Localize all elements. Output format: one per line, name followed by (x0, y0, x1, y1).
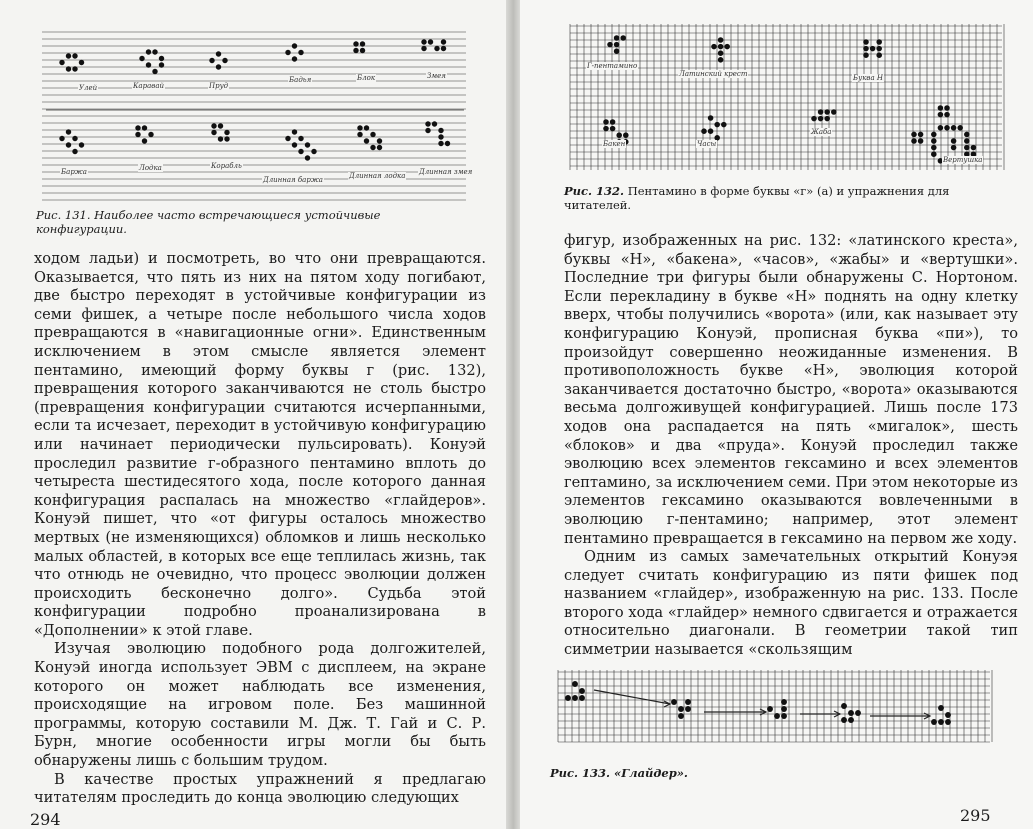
fig132-shape-6-cell (944, 105, 950, 111)
label-ulei: Улей (79, 84, 98, 92)
fig131-shape-10-cell (377, 138, 382, 143)
fig131-shape-8-cell (224, 130, 229, 135)
figure-133 (554, 668, 994, 744)
fig131-shape-2-cell (216, 51, 221, 56)
fig132-shape-1-cell (718, 50, 724, 56)
glider-step-0-cell (579, 695, 585, 701)
right-paragraph-1: фигур, изображенных на рис. 132: «латинского креста», буквы «Н», «бакена», «часов», «жабы» и «вертушки». Последние три фигуры были обнаружены С. Нортоном. Если перекладину в букве «Н» поднять на одну клетку вверх, чтобы получились «ворота» (или, как называет эту конфигурацию Конуэй, прописная буква «пи»), то произойдут совершенно неожиданные изменения. В противоположность букве «Н», эволюция которой заканчивается достаточно быстро, «ворота» оказываются весьма долгоживущей конфигурацией. Лишь после 173 ходов она распадается на пять «мигалок», шесть «блоков» и два «пруда». Конуэй проследил также эволюцию всех элементов гексамино и всех элементов гептамино, за исключением семи. При этом некоторые из элементов гексамино оказываются вовлеченными в эволюцию г-пентамино; например, этот элемент пентамино превращается в гексамино на первом же ходу. (564, 232, 1018, 547)
label-blok: Блок (357, 74, 375, 82)
fig132-shape-4-cell (708, 128, 714, 134)
figure-132-graphic (566, 22, 1006, 172)
fig131-shape-10-cell (357, 125, 362, 130)
fig132-shape-4-cell (708, 115, 714, 121)
fig131-shape-8-cell (211, 123, 216, 128)
fig131-shape-5-cell (434, 46, 439, 51)
figure-132-caption-label: Рис. 132. (564, 184, 625, 198)
fig131-shape-0-cell (66, 53, 71, 58)
fig131-shape-10-cell (377, 145, 382, 150)
fig132-shape-0-cell (620, 35, 626, 41)
glider-step-0-cell (565, 695, 571, 701)
fig131-shape-2-cell (216, 64, 221, 69)
label-zhaba: Жаба (811, 128, 832, 136)
fig132-shape-0-cell (607, 42, 613, 48)
label-lodka: Лодка (139, 164, 162, 172)
label-dlinnaya-zmeya: Длинная змея (419, 168, 473, 176)
glider-step-1-cell (671, 699, 677, 705)
fig132-shape-0-cell (614, 42, 620, 48)
fig132-shape-6-cell (918, 132, 924, 138)
glider-step-3-cell (841, 717, 847, 723)
fig131-shape-7-cell (135, 125, 140, 130)
glider-step-4-cell (931, 719, 937, 725)
fig132-shape-6-cell (911, 132, 917, 138)
fig132-shape-1-cell (711, 44, 717, 50)
fig131-shape-0-cell (66, 66, 71, 71)
figure-132-caption (564, 184, 1016, 212)
glider-arrow (594, 690, 670, 704)
fig132-shape-1-cell (724, 44, 730, 50)
fig131-shape-8-cell (218, 123, 223, 128)
fig131-shape-5-cell (441, 39, 446, 44)
fig131-shape-8-cell (218, 136, 223, 141)
fig132-shape-5-cell (824, 109, 830, 115)
label-latinskii-krest: Латинский крест (679, 70, 748, 78)
fig132-shape-2-cell (876, 39, 882, 45)
fig131-shape-10-cell (357, 132, 362, 137)
label-barzha: Баржа (61, 168, 87, 176)
fig132-shape-6-cell (964, 138, 970, 144)
fig132-shape-5-cell (811, 116, 817, 122)
fig131-shape-9-cell (298, 136, 303, 141)
figure-132 (566, 22, 1006, 172)
figure-131 (38, 28, 473, 206)
fig131-shape-4-cell (353, 41, 358, 46)
fig131-shape-9-cell (298, 149, 303, 154)
fig131-shape-7-cell (135, 132, 140, 137)
glider-step-2-cell (774, 713, 780, 719)
fig131-shape-2-cell (209, 58, 214, 63)
fig132-shape-6-cell (911, 138, 917, 144)
left-paragraph-2: Изучая эволюцию подобного рода долгожителей, Конуэй иногда использует ЭВМ с дисплеем, на экране которого он может наблюдать все изменения, происходящие на игровом поле. Без машинной программы, которую составили М. Дж. Т. Гай и С. Р. Бурн, многие особенности игры могли бы быть обнаружены лишь с большим трудом. (34, 640, 486, 770)
fig131-shape-4-cell (353, 48, 358, 53)
figure-133-caption: Рис. 133. «Глайдер». (550, 766, 688, 780)
fig131-shape-0-cell (59, 60, 64, 65)
fig132-shape-6-cell (964, 145, 970, 151)
fig132-shape-6-cell (918, 138, 924, 144)
fig131-shape-4-cell (360, 41, 365, 46)
fig131-shape-1-cell (152, 69, 157, 74)
label-badya: Бадья (289, 76, 312, 84)
glider-step-0-cell (572, 695, 578, 701)
fig132-shape-4-cell (701, 128, 707, 134)
left-page (0, 0, 508, 829)
fig132-shape-2-cell (870, 46, 876, 52)
fig132-shape-6-cell (931, 132, 937, 138)
fig132-shape-6-cell (938, 105, 944, 111)
fig131-shape-11-cell (445, 141, 450, 146)
fig132-shape-1-cell (718, 37, 724, 43)
fig132-shape-3-cell (603, 119, 609, 125)
fig131-shape-9-cell (285, 136, 290, 141)
fig132-shape-2-cell (863, 39, 869, 45)
fig132-shape-5-cell (818, 109, 824, 115)
fig132-shape-4-cell (714, 122, 720, 128)
glider-step-1-cell (678, 713, 684, 719)
fig131-shape-11-cell (425, 128, 430, 133)
glider-step-2-cell (781, 706, 787, 712)
fig131-shape-6-cell (72, 136, 77, 141)
fig131-shape-11-cell (438, 134, 443, 139)
label-baken: Бакен (603, 140, 626, 148)
fig131-shape-9-cell (292, 142, 297, 147)
fig132-shape-5-cell (818, 116, 824, 122)
fig132-shape-6-cell (944, 125, 950, 131)
fig132-shape-3-cell (616, 132, 622, 138)
fig131-shape-4-cell (360, 48, 365, 53)
figure-131-caption: Рис. 131. Наиболее часто встречающиеся устойчивые конфигурации. (36, 208, 381, 236)
glider-step-3-cell (848, 710, 854, 716)
fig131-shape-11-cell (438, 141, 443, 146)
label-vertushka: Вертушка (943, 156, 983, 164)
fig131-shape-5-cell (428, 39, 433, 44)
glider-step-4-cell (945, 719, 951, 725)
fig131-shape-1-cell (139, 56, 144, 61)
fig131-shape-11-cell (432, 121, 437, 126)
fig131-shape-1-cell (159, 56, 164, 61)
label-g-pentamino: Г-пентамино (587, 62, 638, 70)
glider-step-3-cell (841, 703, 847, 709)
fig131-shape-9-cell (292, 129, 297, 134)
fig132-shape-2-cell (876, 52, 882, 58)
right-paragraph-2: Одним из самых замечательных открытий Конуэя следует считать конфигурацию из пяти фишек под названием «глайдер», изображенную на рис. 133. После второго хода «глайдер» немного сдвигается и отражается относительно диагонали. В геометрии такой тип симметрии называется «скользящим (564, 548, 1018, 659)
fig132-shape-0-cell (614, 48, 620, 54)
fig131-shape-1-cell (152, 49, 157, 54)
fig132-shape-2-cell (876, 46, 882, 52)
glider-step-3-cell (848, 717, 854, 723)
fig131-shape-5-cell (421, 46, 426, 51)
figure-132-caption-text: Пентамино в форме буквы «г» (а) и упражнения для читателей. (564, 184, 950, 212)
fig131-shape-7-cell (142, 125, 147, 130)
fig132-shape-4-cell (721, 122, 727, 128)
fig132-shape-6-cell (944, 112, 950, 118)
label-dlinnaya-barzha: Длинная баржа (263, 176, 323, 184)
fig132-shape-6-cell (971, 145, 977, 151)
glider-step-2-cell (767, 706, 773, 712)
fig132-shape-6-cell (964, 132, 970, 138)
fig131-shape-6-cell (66, 142, 71, 147)
fig131-shape-3-cell (292, 43, 297, 48)
fig131-shape-5-cell (421, 39, 426, 44)
figure-133-graphic (554, 668, 994, 744)
fig131-shape-6-cell (79, 142, 84, 147)
fig132-shape-1-cell (718, 44, 724, 50)
glider-step-1-cell (685, 706, 691, 712)
fig132-shape-3-cell (623, 132, 629, 138)
glider-step-4-cell (938, 705, 944, 711)
right-page (520, 0, 1033, 829)
glider-step-1-cell (678, 706, 684, 712)
fig131-shape-11-cell (425, 121, 430, 126)
fig132-shape-6-cell (931, 138, 937, 144)
fig131-shape-6-cell (59, 136, 64, 141)
fig132-shape-6-cell (951, 138, 957, 144)
fig131-shape-9-cell (311, 149, 316, 154)
fig131-shape-5-cell (441, 46, 446, 51)
glider-step-2-cell (781, 699, 787, 705)
glider-step-4-cell (945, 712, 951, 718)
fig131-shape-2-cell (222, 58, 227, 63)
label-chasy: Часы (697, 140, 717, 148)
fig131-shape-10-cell (370, 132, 375, 137)
label-bukva-n: Буква Н (853, 74, 883, 82)
fig131-shape-1-cell (159, 62, 164, 67)
page-number-left: 294 (30, 810, 61, 829)
fig131-shape-6-cell (72, 149, 77, 154)
fig131-shape-1-cell (146, 49, 151, 54)
fig132-shape-5-cell (824, 116, 830, 122)
fig132-shape-6-cell (951, 145, 957, 151)
fig131-shape-10-cell (364, 125, 369, 130)
fig132-shape-6-cell (957, 125, 963, 131)
fig131-shape-8-cell (224, 136, 229, 141)
fig132-shape-5-cell (831, 109, 837, 115)
glider-step-0-cell (572, 681, 578, 687)
fig131-shape-9-cell (305, 155, 310, 160)
fig131-shape-9-cell (305, 142, 310, 147)
fig132-shape-3-cell (603, 126, 609, 132)
fig132-shape-0-cell (614, 35, 620, 41)
label-korabl: Корабль (211, 162, 242, 170)
fig131-shape-0-cell (72, 53, 77, 58)
glider-step-2-cell (781, 713, 787, 719)
fig132-shape-6-cell (938, 112, 944, 118)
fig132-shape-3-cell (610, 119, 616, 125)
glider-step-3-cell (855, 710, 861, 716)
left-paragraph-3: В качестве простых упражнений я предлагаю читателям проследить до конца эволюцию следующих (34, 770, 486, 807)
fig131-shape-0-cell (72, 66, 77, 71)
fig131-shape-8-cell (211, 130, 216, 135)
left-paragraph-1: ходом ладьи) и посмотреть, во что они превращаются. Оказывается, что пять из них на пятом ходу погибают, две быстро переходят в устойчивые конфигурации из семи фишек, а четыре после небольшого числа ходов превращаются в «навигационные огни». Единственным исключением в этом смысле является элемент пентамино, имеющий форму буквы г (рис. 132), превращения которого заканчиваются не столь быстро (превращения конфигурации считаются исчерпанными, если та исчезает, переходит в устойчивую конфигурацию или начинает периодически пульсировать). Конуэй проследил развитие г-образного пентамино вплоть до четыреста шестидесятого хода, после которого данная конфигурация распалась на множество «глайдеров». Конуэй пишет, что «от фигуры осталось множество мертвых (не изменяющихся) обломков и лишь несколько малых областей, в которых все еще теплилась жизнь, так что отнюдь не очевидно, что процесс эволюции должен происходить бесконечно долго». Судьба этой конфигурации подробно проанализирована в «Дополнении» к этой главе. (34, 250, 486, 639)
label-karavai: Каравай (133, 82, 165, 90)
fig131-shape-0-cell (79, 60, 84, 65)
glider-step-1-cell (685, 699, 691, 705)
fig131-shape-1-cell (146, 62, 151, 67)
fig131-shape-3-cell (298, 50, 303, 55)
right-body-text (564, 232, 1018, 660)
fig132-shape-6-cell (951, 125, 957, 131)
fig132-shape-1-cell (718, 57, 724, 63)
fig132-shape-2-cell (863, 52, 869, 58)
fig131-shape-3-cell (285, 50, 290, 55)
fig131-shape-10-cell (370, 145, 375, 150)
left-body-text (34, 250, 486, 808)
label-zmeya: Змея (427, 72, 446, 80)
fig131-shape-7-cell (142, 138, 147, 143)
fig131-shape-7-cell (148, 132, 153, 137)
fig131-shape-6-cell (66, 129, 71, 134)
fig132-shape-2-cell (863, 46, 869, 52)
fig131-shape-3-cell (292, 56, 297, 61)
glider-step-4-cell (938, 719, 944, 725)
label-prud: Пруд (209, 82, 229, 90)
fig132-shape-6-cell (938, 125, 944, 131)
page-number-right: 295 (960, 806, 991, 825)
glider-step-0-cell (579, 688, 585, 694)
label-dlinnaya-lodka: Длинная лодка (349, 172, 406, 180)
fig131-shape-10-cell (364, 138, 369, 143)
fig132-shape-6-cell (931, 145, 937, 151)
fig132-shape-3-cell (610, 126, 616, 132)
fig132-shape-6-cell (931, 151, 937, 157)
fig131-shape-11-cell (438, 128, 443, 133)
